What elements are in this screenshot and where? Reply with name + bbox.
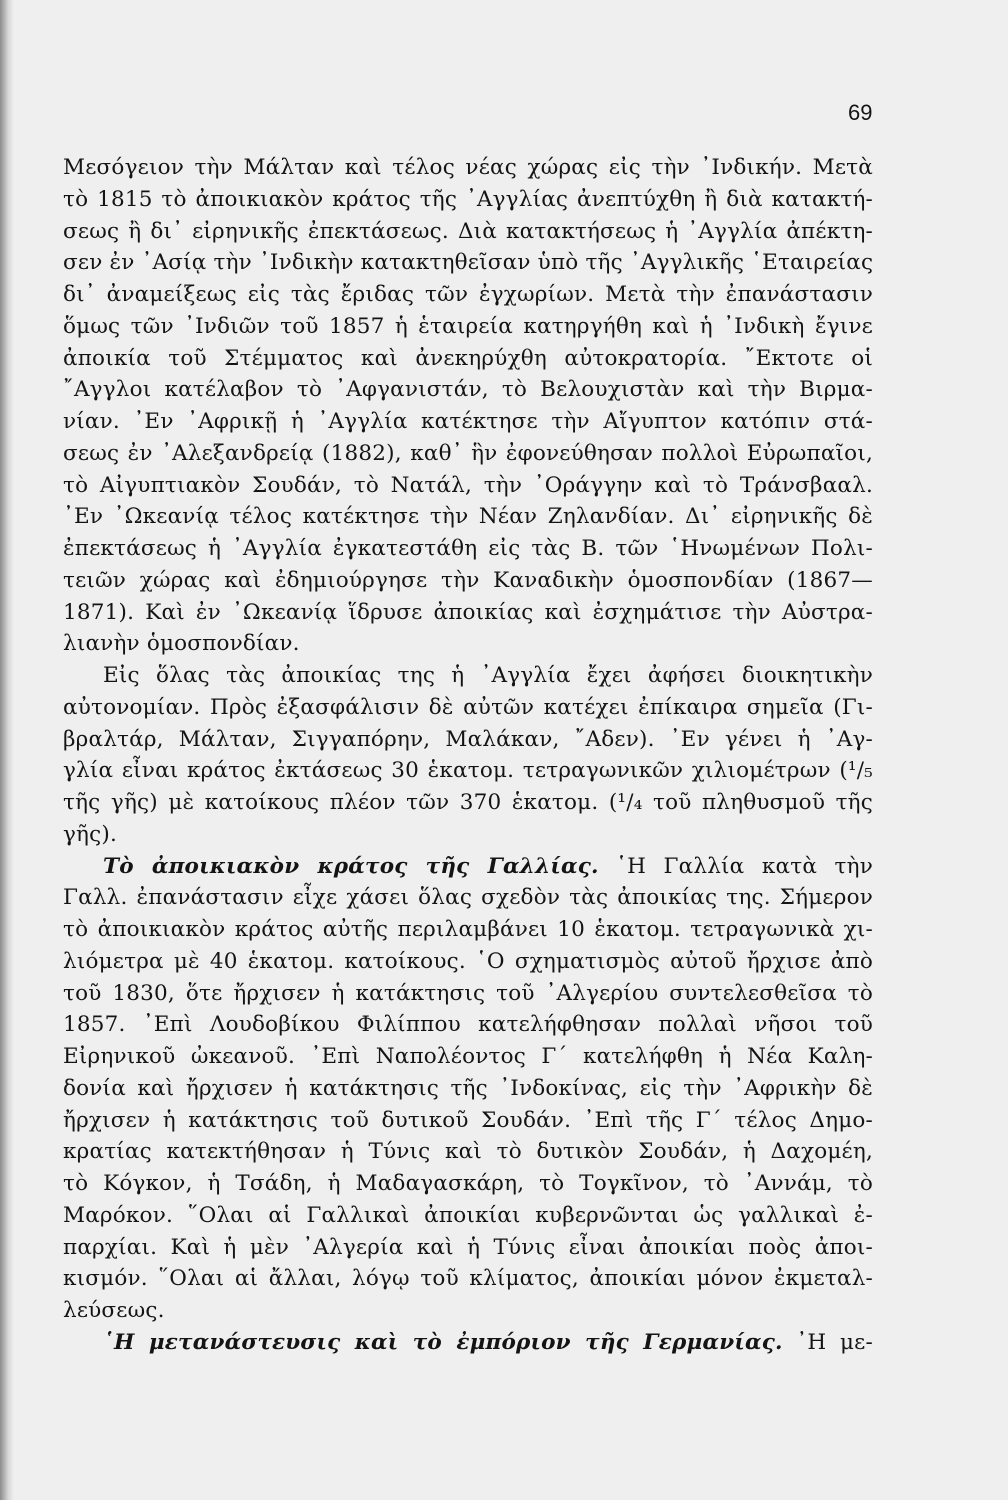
line-text: ἐπεκτάσεως ἡ ᾽Αγγλία ἐγκατεστάθη εἰς τὰς Β. τῶν ῾Ηνωμένων Πολι- [63,536,873,561]
text-line [63,216,873,248]
section-heading: ῾Η μετανάστευσις καὶ τὸ ἐμπόριον τῆς Γερμανίας. [103,1329,783,1355]
text-line [63,247,873,279]
text-line [63,914,873,946]
text-line [63,374,873,406]
text-line [63,1232,873,1264]
line-text: δονία καὶ ἤρχισεν ἡ κατάκτησις τῆς ᾽Ινδοκίνας, εἰς τὴν ᾽Αφρικὴν δὲ [63,1075,873,1101]
text-line [63,1073,873,1105]
line-text: βραλτάρ, Μάλταν, Σιγγαπόρην, Μαλάκαν, ῎Αδεν). ᾽Εν γένει ἡ ᾽Αγ- [63,726,873,752]
page-number: 69 [848,100,873,125]
line-text: γλία εἶναι κράτος ἐκτάσεως 30 ἑκατομ. τετραγωνικῶν χιλιομέτρων (¹/₅ [63,758,873,784]
line-text: ἀποικία τοῦ Στέμματος καὶ ἀνεκηρύχθη αὐτοκρατορία. ῎Εκτοτε οἱ [63,345,873,371]
text-line [63,628,873,660]
line-text: τοῦ 1830, ὅτε ἤρχισεν ἡ κατάκτησις τοῦ ᾽Αλγερίου συντελεσθεῖσα τὸ [63,980,873,1006]
section-heading-line [63,851,873,883]
text-line [63,343,873,375]
line-text: λιόμετρα μὲ 40 ἑκατομ. κατοίκους. ῾Ο σχηματισμὸς αὐτοῦ ἤρχισε ἀπὸ [63,948,873,974]
text-line [63,787,873,819]
text-line [63,470,873,502]
text-line [63,978,873,1010]
line-text: λιανὴν ὁμοσπονδίαν. [63,631,300,657]
line-text: λεύσεως. [63,1298,165,1323]
line-text: τὸ Αἰγυπτιακὸν Σουδάν, τὸ Νατάλ, τὴν ᾽Οράγγην καὶ τὸ Τράνσβααλ. [63,472,873,498]
text-line [63,692,873,724]
text-line [63,660,873,692]
line-text: 1857. ᾽Επὶ Λουδοβίκου Φιλίππου κατελήφθησαν πολλαὶ νῆσοι τοῦ [63,1012,873,1038]
line-text: 1871). Καὶ ἐν ᾽Ωκεανίᾳ ἵδρυσε ἀποικίας καὶ ἐσχημάτισε τὴν Αὐστρα- [63,599,873,625]
text-line [63,946,873,978]
text-line [63,1263,873,1295]
text-line [63,755,873,787]
line-text: παρχίαι. Καὶ ἡ μὲν ᾽Αλγερία καὶ ἡ Τύνις εἶναι ἀποικίαι ποὸς ἀποι- [63,1234,873,1260]
text-line [63,1009,873,1041]
text-line [63,184,873,216]
line-text: σεως ἢ δι᾽ εἰρηνικῆς ἐπεκτάσεως. Διὰ κατακτήσεως ἡ ᾽Αγγλία ἀπέκτη- [63,218,873,244]
line-text: τὸ 1815 τὸ ἀποικιακὸν κράτος τῆς ᾽Αγγλίας ἀνεπτύχθη ἢ διὰ κατακτή- [63,186,873,212]
text-line [63,597,873,629]
text-line [63,882,873,914]
section-heading-line [63,1327,873,1359]
section-heading: Τὸ ἀποικιακὸν κράτος τῆς Γαλλίας. [103,853,599,879]
line-text: Μεσόγειον τὴν Μάλταν καὶ τέλος νέας χώρας εἰς τὴν ᾽Ινδικήν. Μετὰ [63,155,873,180]
text-line [63,1295,873,1327]
line-text: ῎Αγγλοι κατέλαβον τὸ ᾽Αφγανιστάν, τὸ Βελουχιστὰν καὶ τὴν Βιρμα- [63,377,873,403]
binding-shadow [0,0,14,1500]
line-text: τῆς γῆς) μὲ κατοίκους πλέον τῶν 370 ἑκατομ. (¹/₄ τοῦ πληθυσμοῦ τῆς [63,790,873,815]
text-line [63,565,873,597]
text-line [63,1200,873,1232]
line-text: τὸ ἀποικιακὸν κράτος αὐτῆς περιλαμβάνει 10 ἑκατομ. τετραγωνικὰ χι- [63,917,873,942]
line-text: Μαρόκον. ῞Ολαι αἱ Γαλλικαὶ ἀποικίαι κυβερνῶνται ὡς γαλλικαὶ ἐ- [63,1202,873,1228]
line-text: τὸ Κόγκον, ἡ Τσάδη, ἡ Μαδαγασκάρη, τὸ Τογκῖνον, τὸ ᾽Αννάμ, τὸ [63,1171,873,1196]
line-text: ὅμως τῶν ᾽Ινδιῶν τοῦ 1857 ἡ ἑταιρεία κατηργήθη καὶ ἡ ᾽Ινδικὴ ἔγινε [63,313,873,339]
text-line [63,1168,873,1200]
line-text: κισμόν. ῞Ολαι αἱ ἄλλαι, λόγῳ τοῦ κλίματος, ἀποικίαι μόνον ἐκμεταλ- [63,1266,873,1292]
text-line [63,724,873,756]
text-line [63,1041,873,1073]
text-line [63,533,873,565]
line-text: γῆς). [63,821,117,847]
body-text [63,152,873,1359]
line-text: Εἰρηνικοῦ ὠκεανοῦ. ᾽Επὶ Ναπολέοντος Γ΄ κατελήφθη ἡ Νέα Καλη- [63,1044,873,1069]
text-line [63,1136,873,1168]
line-text: αὐτονομίαν. Πρὸς ἐξασφάλισιν δὲ αὐτῶν κατέχει ἐπίκαιρα σημεῖα (Γι- [63,694,873,720]
line-text: ᾽Εν ᾽Ωκεανίᾳ τέλος κατέκτησε τὴν Νέαν Ζηλανδίαν. Δι᾽ εἰρηνικῆς δὲ [63,504,873,530]
text-line [63,501,873,533]
line-text: ᾽Η με- [782,1329,873,1355]
line-text: νίαν. ᾽Εν ᾽Αφρικῇ ἡ ᾽Αγγλία κατέκτησε τὴν Αἴγυπτον κατόπιν στά- [63,409,873,434]
text-line [63,1105,873,1137]
text-line [63,311,873,343]
line-text: τειῶν χώρας καὶ ἐδημιούργησε τὴν Καναδικὴν ὁμοσπονδίαν (1867— [63,567,873,593]
line-text: ῾Η Γαλλία κατὰ τὴν [598,853,873,879]
text-line [63,406,873,438]
line-text: ἤρχισεν ἡ κατάκτησις τοῦ δυτικοῦ Σουδάν. ᾽Επὶ τῆς Γ΄ τέλος Δημο- [63,1107,873,1133]
text-line [63,152,873,184]
text-line [63,279,873,311]
line-text: σεν ἐν ᾽Ασίᾳ τὴν ᾽Ινδικὴν κατακτηθεῖσαν ὑπὸ τῆς ᾽Αγγλικῆς ῾Εταιρείας [63,250,874,276]
line-text: Εἰς ὅλας τὰς ἀποικίας της ἡ ᾽Αγγλία ἔχει ἀφήσει διοικητικὴν [103,663,873,688]
line-text: κρατίας κατεκτήθησαν ἡ Τύνις καὶ τὸ δυτικὸν Σουδάν, ἡ Δαχομέη, [63,1139,873,1165]
line-text: δι᾽ ἀναμείξεως εἰς τὰς ἔριδας τῶν ἐγχωρίων. Μετὰ τὴν ἐπανάστασιν [63,282,873,307]
line-text: Γαλλ. ἐπανάστασιν εἶχε χάσει ὅλας σχεδὸν τὰς ἀποικίας της. Σήμερον [63,885,873,911]
text-line [63,438,873,470]
line-text: σεως ἐν ᾽Αλεξανδρείᾳ (1882), καθ᾽ ἣν ἐφονεύθησαν πολλοὶ Εὐρωπαῖοι, [63,440,873,466]
text-line [63,819,873,851]
